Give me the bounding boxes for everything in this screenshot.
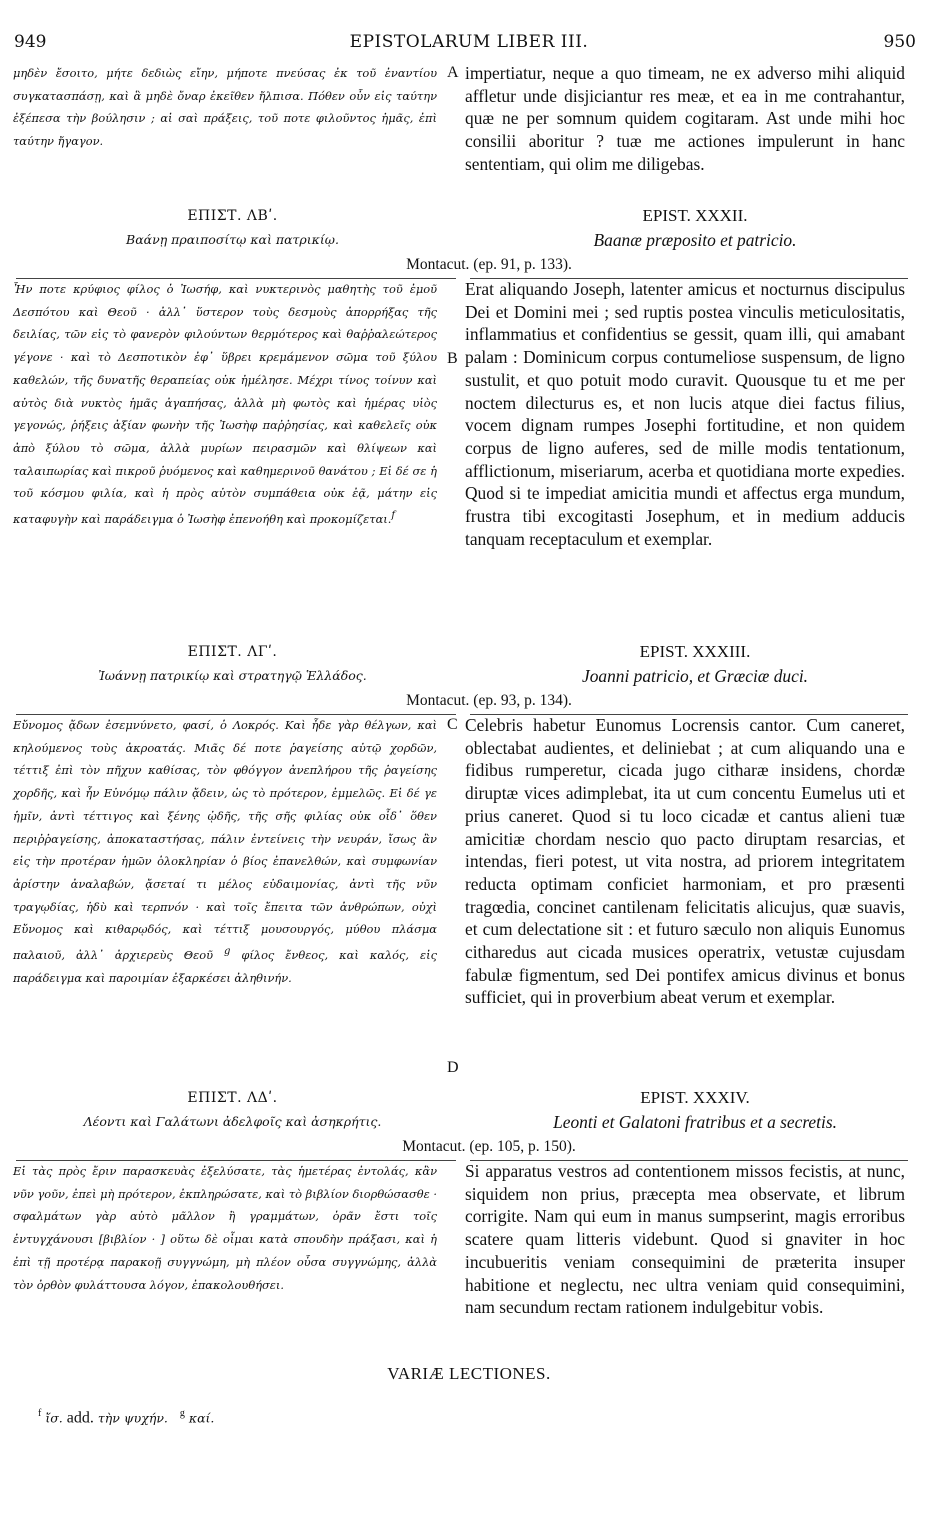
margin-column	[443, 1160, 465, 1350]
latin-address: Leonti et Galatoni fratribus et a secretis.	[553, 1112, 837, 1132]
running-header	[0, 32, 938, 56]
epistle-32-heading	[0, 204, 938, 228]
epistle-33-address	[0, 664, 938, 688]
latin-heading: EPIST. XXXII.	[642, 206, 748, 225]
note-marker-g: g	[179, 1408, 185, 1419]
source-reference: Montacut. (ep. 91, p. 133).	[406, 256, 572, 273]
page-number-left: 949	[14, 32, 47, 52]
latin-text: Erat aliquando Joseph, latenter amicus et nocturnus discipulus Dei et Domini mei ; sed ruptis postea vinculis meticulositatis, inflammatius et confidentius se gessit, quam illi, qui amabant palam : Dominicum corpus contumeliose suspensum, de ligno sustulit, et quo potuit modo curavit. Quousque tu et me per noctem dilecturus es, et non lucis atque diei factus filius, vocem dignam rumpes Josephi fortitudine, et non quidem corpus de ligno auferes, sed de mille modis tentationum, afflictionum, miseriarum, acerba et quotidiana morte expedies. Quod si te impediat amicitia mundi et affectus erga mundum, frustra tibi excogitasti Josephum, et in medium adducis tanquam receptaculum et exemplar.	[465, 279, 905, 549]
greek-text: Ἦν ποτε κρύφιος φίλος ὁ Ἰωσήφ, καὶ νυκτερινὸς μαθητὴς τοῦ ἐμοῦ Δεσπότου καὶ Θεοῦ · ἀλλ᾽ ὕστερον τοὺς δεσμοὺς ἀπορρήξας τῆς δειλίας, τῶν εἰς τὸ φανερὸν φιλούντων θερμότερος καὶ θαῤῥαλεώτερος γέγονε · καὶ τὸ Δεσποτικὸν ἐφ᾽ ὕβρει κρεμάμενον σῶμα τοῦ ξύλου καθελών, τῆς δυνατῆς θεραπείας οὐκ ἠμέλησε. Μέχρι τίνος τοίνυν καὶ αὐτὸς διὰ νυκτὸς ἡμᾶς ἀγαπήσας, ἀλλὰ μὴ φωτὸς καὶ ἡμέρας υἱὸς γεγονώς, ῥήξεις ἀξίαν φωνὴν τῆς Ἰωσὴφ παῤῥησίας, καὶ καθελεῖς οὐκ ἀπὸ ξύλου τὸ σῶμα, ἀλλὰ μυρίων πειρασμῶν καὶ θλίψεων καὶ ταλαιπωρίας καὶ πικροῦ ῥυόμενος καὶ καθημερινοῦ θανάτου ; Εἰ δέ σε ἡ τοῦ κόσμου φιλία, καὶ ἡ πρὸς αὐτὸν συμπάθεια οὐκ ἐᾷ, μάτην εἰς καταφυγὴν καὶ παράδειγμα ὁ Ἰωσὴφ ἐπενοήθη καὶ προκομίζεται.$^f$	[13, 282, 437, 526]
latin-heading: EPIST. XXXIV.	[640, 1088, 750, 1107]
column-rule	[0, 1160, 938, 1161]
epistle-33-body	[0, 714, 938, 1086]
greek-text: Εἰ τὰς πρὸς ἔριν παρασκευὰς ἐξελύσατε, τὰς ἡμετέρας ἐντολάς, κἂν νῦν γοῦν, ἐπεὶ μὴ πρότερον, ἐκπληρώσατε, καὶ τὸ βιβλίον διορθώσασθε · σφαλμάτων γὰρ αὐτὸ μᾶλλον ἢ γραμμάτων, ὁρᾶν ἔστι τοῖς ἐντυγχάνουσι [βιβλίον · ] οὕτω δὲ οἶμαι κατὰ σπουδὴν πράξασι, καὶ ἡ ἐπὶ τῇ προτέρᾳ παρακοῇ συγγνώμη, μὴ πλέον οὖσα συγγνώμης, ἀλλὰ τὸν ὀρθὸν φυλάττουσα λόγον, ἐπακολουθήσει.	[13, 1164, 437, 1292]
footnote-marker-g: g	[224, 946, 231, 958]
note-f-lemma: ἴσ.	[45, 1410, 63, 1426]
column-rule	[0, 278, 938, 279]
margin-marker-d: D	[447, 1059, 459, 1076]
note-f-add: add.	[66, 1409, 94, 1427]
margin-column	[443, 62, 465, 178]
epistle-32-body	[0, 278, 938, 640]
source-reference: Montacut. (ep. 93, p. 134).	[406, 692, 572, 709]
latin-address: Baanæ præposito et patricio.	[593, 230, 797, 250]
latin-address: Joanni patricio, et Græciæ duci.	[581, 666, 809, 686]
intro-row	[0, 62, 938, 178]
margin-column	[443, 278, 465, 640]
margin-column	[443, 714, 465, 1086]
greek-address: Λέοντι καὶ Γαλάτωνι ἀδελφοῖς καὶ ἀσηκρήτις.	[83, 1114, 382, 1129]
note-f-reading: τὴν ψυχήν.	[97, 1410, 168, 1426]
epistle-34-body	[0, 1160, 938, 1350]
variae-lectiones-title: VARIÆ LECTIONES.	[387, 1364, 551, 1383]
note-g-reading: καί.	[188, 1410, 215, 1426]
source-reference: Montacut. (ep. 105, p. 150).	[402, 1138, 576, 1155]
greek-text-intro: μηδὲν ἔσοιτο, μήτε δεδιὼς εἴην, μήποτε πνεύσας ἐκ τοῦ ἐναντίου συγκατασπάσῃ, καὶ ἃ μηδὲ ὄναρ ἐκεῖθεν ἤλπισα. Πόθεν οὖν εἰς ταύτην ἐξέπεσα τὴν βούλησιν ; αἱ σαὶ πράξεις, τοῦ ποτε φιλοῦντος ἡμᾶς, ἐπὶ ταύτην ἤγαγον.	[13, 66, 437, 149]
running-title: EPISTOLARUM LIBER III.	[349, 32, 589, 52]
greek-heading: ΕΠΙΣΤ. ΛΓʹ.	[187, 644, 278, 660]
greek-heading: ΕΠΙΣΤ. ΛΒʹ.	[187, 208, 278, 224]
column-rule	[0, 714, 938, 715]
greek-address: Ἰωάννῃ πατρικίῳ καὶ στρατηγῷ Ἑλλάδος.	[98, 668, 367, 683]
epistle-34-address	[0, 1110, 938, 1134]
margin-marker-c: C	[447, 716, 458, 733]
greek-text: Εὔνομος ᾄδων ἐσεμνύνετο, φασί, ὁ Λοκρός. Καὶ ἦδε γὰρ θέλγων, καὶ κηλούμενος τοὺς ἀκροατάς. Μιᾶς δέ ποτε ῥαγείσης αὐτῷ χορδῶν, τέττιξ ἐπὶ τὸν πῆχυν καθίσας, τὸν φθόγγον ἀνεπλήρου τῆς ῥαγείσης χορδῆς, καὶ ἦν Εὐνόμῳ πάλιν ᾄδειν, ὡς τὸ πρότερον, ἐμμελῶς. Εἰ δέ γε ἡμῖν, ἀντὶ τέττιγος καὶ ξένης ᾠδῆς, τῆς σῆς φιλίας οὐκ οἶδ᾽ ὅθεν περιῤῥαγείσης, ἀποκαταστήσας, πάλιν ἐντείνεις τὴν νευράν, ἴσως ἂν εἰς τὴν προτέραν ἡμῶν ὁλοκληρίαν ὁ βίος ἐπανελθών, καὶ συμφωνίαν ἀρίστην ἀναλαβών, ᾄσεταί τι μέλος εὐδαιμονίας, ἀντὶ τῆς νῦν τραγῳδίας, ἡδὺ καὶ τερπνόν · καὶ τοῖς ἔπειτα τῶν ἀνθρώπων, οὐχὶ Εὔνομος καὶ κιθαρῳδός, καὶ τέττιξ μουσουργός, μύθου πλάσμα παλαιοῦ, ἀλλ᾽ ἀρχιερεὺς Θεοῦ $^g$ φίλος ἔνθεος, καὶ καλός, εἰς παράδειγμα καὶ παροιμίαν ἐξαρκέσει ἀληθινήν.	[13, 718, 437, 985]
page-body	[0, 62, 938, 1350]
variae-lectiones-notes	[38, 1408, 214, 1427]
epistle-33-heading	[0, 640, 938, 664]
margin-marker-a: A	[447, 64, 459, 81]
epistle-34-heading	[0, 1086, 938, 1110]
latin-text: Si apparatus vestros ad contentionem missos fecistis, at nunc, siquidem non prius, præcepta mea observate, et librum corrigite. Nam qui eum in manus sumpserint, magis erroribus scatere quam litteris videbunt. Quod si gnaviter in hoc incubueritis veniam consequimini de præterita insuper habitione et neglectu, nec ultra veniam quid consequimini, nam secundum rectam rationem indulgebitur vobis.	[465, 1161, 905, 1318]
latin-text-intro: impertiatur, neque a quo timeam, ne ex adverso mihi aliquid affletur unde disjiciantur res meæ, et ea in me contrahantur, quæ ne per somnum quidem cogitaram. Ast unde mihi hoc consilii aboritur ? tuæ me actiones impulerunt in hanc sententiam, qui olim me diligebas.	[465, 63, 905, 174]
latin-text: Celebris habetur Eunomus Locrensis cantor. Cum caneret, oblectabat audientes, et deliniebat ; at cum aliquando una e fidibus rumperetur, cicada jugo citharæ insidens, chordæ diruptæ vices adimplebat, ita ut cum concentu Eumelus uti et prius caneret. Quod si tu loco cicadæ et cantus alieni tuæ amicitiæ chordam nescio quo pacto diruptam resarcias, et intendas, fieri potest, ut vita nostra, ad priorem integritatem reducta optimam conficiet harmoniam, et pro præsenti tragœdia, concinet cantilenam felicitatis alicujus, quæ suavis, et cum delectatione sit : et futuro sæculo non aliquis Eunomus citharedus aut cicada musices operatrix, vetustæ cujusdam fabulæ figmentum, sed Dei pontifex amicus divinus et bonus sufficiet, qui in proverbium abeat verum et exemplar.	[465, 715, 905, 1008]
latin-heading: EPIST. XXXIII.	[639, 642, 751, 661]
note-marker-f: f	[38, 1408, 42, 1419]
epistle-32-address	[0, 228, 938, 252]
footnote-marker-f: f	[391, 510, 396, 522]
margin-marker-b: B	[447, 350, 458, 367]
greek-address: Βαάνῃ πραιποσίτῳ καὶ πατρικίῳ.	[126, 232, 339, 247]
greek-heading: ΕΠΙΣΤ. ΛΔʹ.	[187, 1090, 278, 1106]
page-number-right: 950	[883, 32, 916, 52]
